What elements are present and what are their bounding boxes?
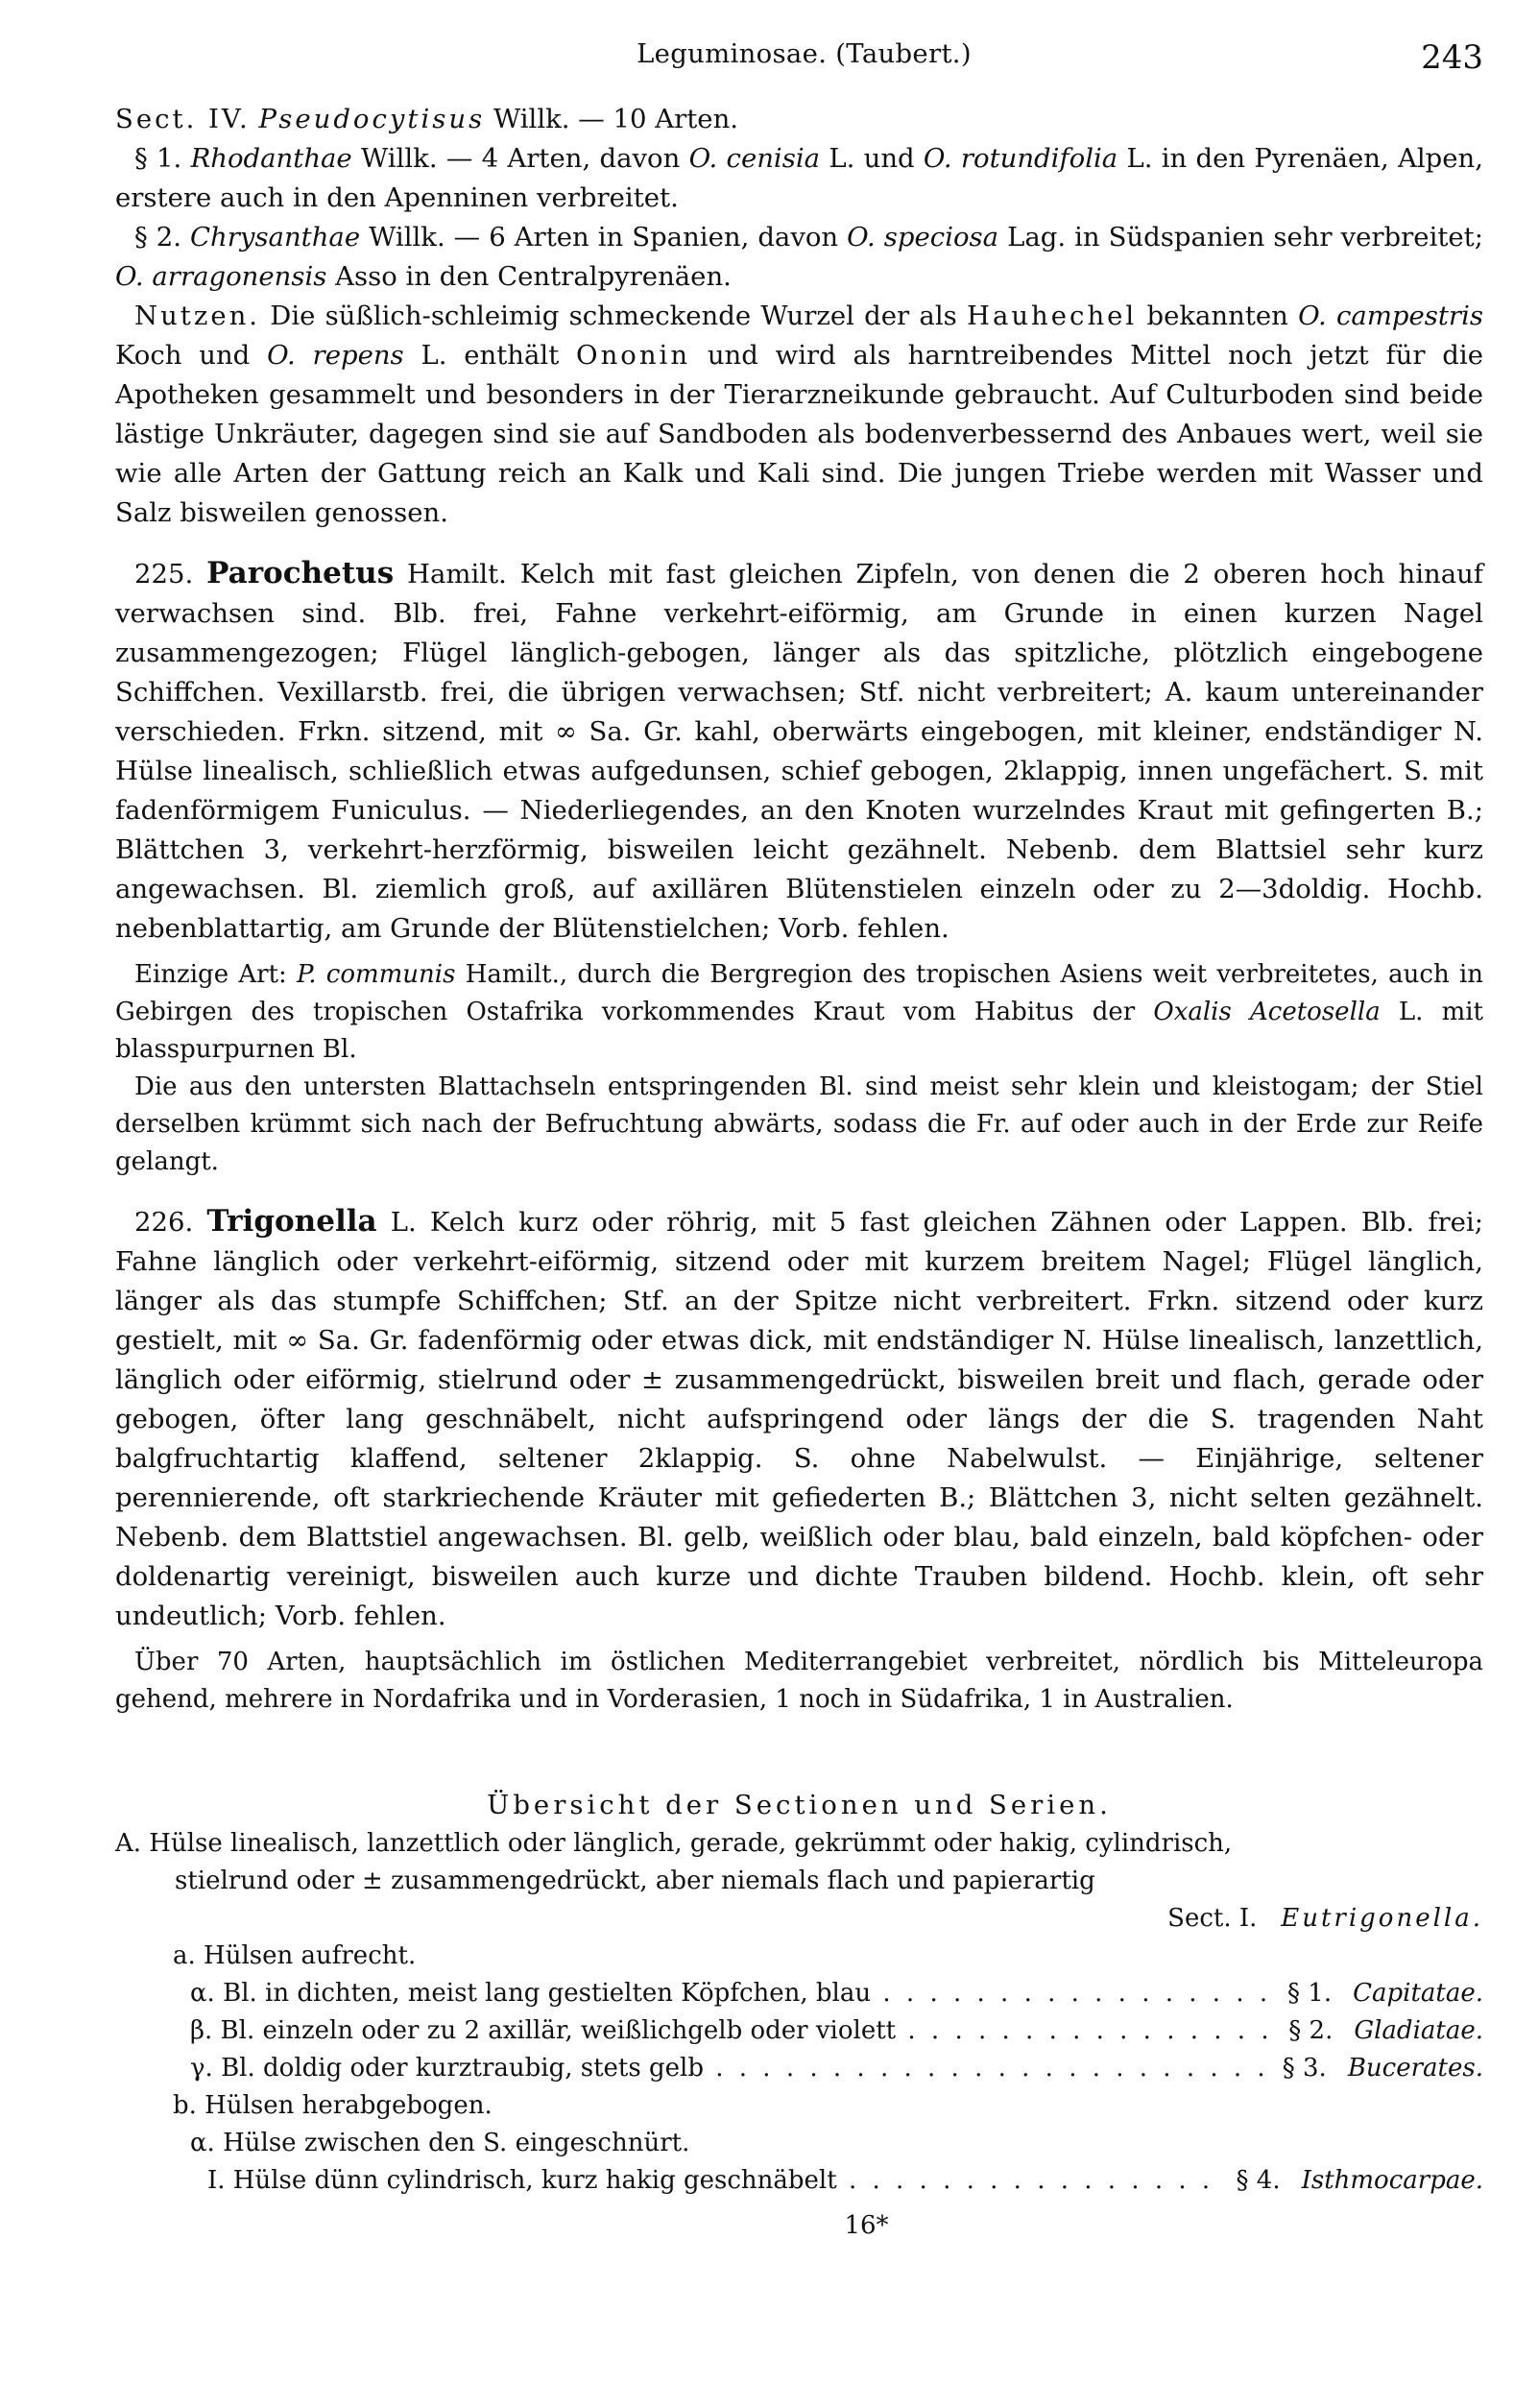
trigonella-distribution: Über 70 Arten, hauptsächlich im östlichen Mediterrangebiet verbreitet, nördlich bis Mitteleuropa gehend, mehrere in Nordafrika und in Vorderasien, 1 noch in Südafrika, 1 in Australien. [115,1648,1483,1714]
paragraph-nutzen: Nutzen. Die süßlich-schleimig schmeckende Wurzel der als Hauhechel bekannten O. campestris Koch und O. repens L. enthält Ononin und wird als harntreibendes Mittel noch jetzt für die Apotheken gesammelt und besonders in der Tierarzneikunde gebraucht. Auf Culturboden sind beide lästige Unkräuter, dagegen sind sie auf Sandboden als bodenverbessernd des Anbaues wert, weil sie wie alle Arten der Gattung reich an Kalk und Kali sind. Die jungen Triebe werden mit Wasser und Salz bisweilen genossen. [115,301,1483,528]
page-number: 243 [1421,38,1483,77]
main-text [115,100,1483,2245]
key-b-lower: b. Hülsen herabgebogen. [173,2091,493,2120]
paragraph-chrysanthae: § 2. Chrysanthae Willk. — 6 Arten in Spanien, davon O. speciosa Lag. in Südspanien sehr verbreitet; O. arragonensis Asso in den Centralpyrenäen. [115,222,1484,292]
key-a-section: Sect. I. Eutrigonella. [1167,1904,1483,1933]
running-title: Leguminosae. (Taubert.) [637,38,972,69]
overview-title: Übersicht der Sectionen und Serien. [487,1790,1112,1820]
key-a-lower: a. Hülsen aufrecht. [173,1941,417,1970]
key-gamma-row: γ. Bl. doldig oder kurztraubig, stets gelb . . . § 3. Bucerates. [115,2050,1483,2087]
genus-trigonella-description: 226. Trigonella L. Kelch kurz oder röhrig, mit 5 fast gleichen Zähnen oder Lappen. Blb. frei; Fahne länglich oder verkehrt-eiförmig, sitzend oder mit kurzem breitem Nagel; Flügel länglich, länger als das stumpfe Schiffchen; Stf. an der Spitze nicht verbreitert. Frkn. sitzend oder kurz gestielt, mit ∞ Sa. Gr. fadenförmig oder etwas dick, mit endständiger N. Hülse linealisch, lanzettlich, länglich oder eiförmig, stielrund oder ± zusammengedrückt, bisweilen breit und flach, gerade oder gebogen, öfter lang geschnäbelt, nicht aufspringend oder längs der die S. tragenden Naht balgfruchtartig klaffend, seltener 2klappig. S. ohne Nabelwulst. — Einjährige, seltener perennierende, oft starkriechende Kräuter mit gefiederten B.; Blättchen 3, nicht selten gezähnelt. Nebenb. dem Blattstiel angewachsen. Bl. gelb, weißlich oder blau, bald einzeln, bald köpfchen- oder doldenartig vereinigt, bisweilen auch kurze und dichte Trauben bildend. Hochb. klein, oft sehr undeutlich; Vorb. fehlen. [115,1204,1483,1631]
key-alpha-row: α. Bl. in dichten, meist lang gestielten Köpfchen, blau . . . § 1. Capitatae. [115,1975,1483,2012]
key-beta-row: β. Bl. einzeln oder zu 2 axillär, weißlichgelb oder violett . . . § 2. Gladiatae. [115,2012,1483,2050]
section-4-heading: Sect. IV. Pseudocytisus Willk. — 10 Arten. [115,104,739,134]
paragraph-rhodanthae: § 1. Rhodanthae Willk. — 4 Arten, davon O. cenisia L. und O. rotundifolia L. in den Pyrenäen, Alpen, erstere auch in den Apenninen verbreitet. [115,143,1483,213]
key-b-alpha: α. Hülse zwischen den S. eingeschnürt. [190,2129,690,2157]
parochetus-flower-note: Die aus den untersten Blattachseln entspringenden Bl. sind meist sehr klein und kleistogam; der Stiel derselben krümmt sich nach der Befruchtung abwärts, sodass die Fr. auf oder auch in der Erde zur Reife gelangt. [115,1072,1483,1176]
identification-key [115,1825,1483,2200]
signature-mark: 16* [844,2211,889,2240]
page-header [125,29,1483,79]
key-a-line1: A. Hülse linealisch, lanzettlich oder länglich, gerade, gekrümmt oder hakig, cylindrisch, [115,1829,1233,1858]
key-b-i-row: I. Hülse dünn cylindrisch, kurz hakig geschnäbelt . . . § 4. Isthmocarpae. [115,2162,1483,2200]
key-a-line2: stielrund oder ± zusammengedrückt, aber niemals flach und papierartig [175,1866,1095,1895]
parochetus-species-note: Einzige Art: P. communis Hamilt., durch die Bergregion des tropischen Asiens weit verbreitetes, auch in Gebirgen des tropischen Ostafrika vorkommendes Kraut vom Habitus der Oxalis Acetosella L. mit blasspurpurnen Bl. [115,960,1483,1064]
genus-parochetus-description: 225. Parochetus Hamilt. Kelch mit fast gleichen Zipfeln, von denen die 2 oberen hoch hinauf verwachsen sind. Blb. frei, Fahne verkehrt-eiförmig, am Grunde in einen kurzen Nagel zusammengezogen; Flügel länglich-gebogen, länger als das spitzliche, plötzlich eingebogene Schiffchen. Vexillarstb. frei, die übrigen verwachsen; Stf. nicht verbreitert; A. kaum untereinander verschieden. Frkn. sitzend, mit ∞ Sa. Gr. kahl, oberwärts eingebogen, mit kleiner, endständiger N. Hülse linealisch, schließlich etwas aufgedunsen, schief gebogen, 2klappig, innen ungefächert. S. mit fadenförmigem Funiculus. — Niederliegendes, an den Knoten wurzelndes Kraut mit gefingerten B.; Blättchen 3, verkehrt-herzförmig, bisweilen leicht gezähnelt. Nebenb. dem Blattsiel sehr kurz angewachsen. Bl. ziemlich groß, auf axillären Blütenstielen einzeln oder zu 2—3doldig. Hochb. nebenblattartig, am Grunde der Blütenstielchen; Vorb. fehlen. [115,556,1483,944]
